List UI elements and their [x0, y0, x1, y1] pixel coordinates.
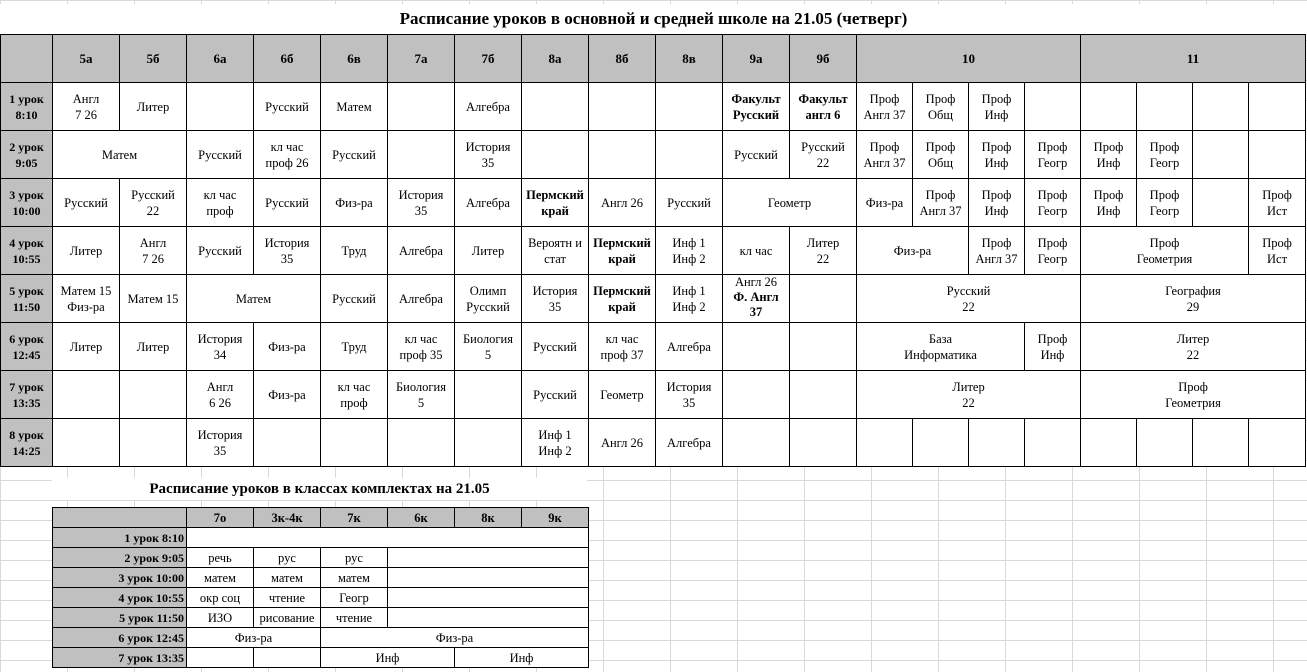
- cell: [187, 648, 254, 668]
- cell: Литер 22: [790, 227, 857, 275]
- cell: Физ-ра: [187, 628, 321, 648]
- cell: Русский 22: [120, 179, 187, 227]
- cell: [790, 275, 857, 323]
- cell: Русский: [656, 179, 723, 227]
- cell: Проф Инф: [1081, 131, 1137, 179]
- cell: [53, 371, 120, 419]
- class-header: 7а: [388, 35, 455, 83]
- class-header: 6в: [321, 35, 388, 83]
- lesson-label: 8 урок 14:25: [1, 419, 53, 467]
- cell: [1193, 131, 1249, 179]
- cell: Физ-ра: [321, 628, 589, 648]
- cell: Русский 22: [790, 131, 857, 179]
- lesson-label: 4 урок 10:55: [1, 227, 53, 275]
- class-header: 7о: [187, 508, 254, 528]
- cell: Англ 7 26: [53, 83, 120, 131]
- cell: Литер 22: [857, 371, 1081, 419]
- lesson-label: 4 урок 10:55: [53, 588, 187, 608]
- page-title: Расписание уроков в основной и средней школе на 21.05 (четверг): [0, 4, 1307, 34]
- cell: Физ-ра: [321, 179, 388, 227]
- lesson-label: 1 урок 8:10: [1, 83, 53, 131]
- cell: Труд: [321, 323, 388, 371]
- cell: Проф Инф: [1081, 179, 1137, 227]
- cell: [455, 371, 522, 419]
- cell: Проф Инф: [1025, 323, 1081, 371]
- cell: Англ 7 26: [120, 227, 187, 275]
- cell: [723, 371, 790, 419]
- cell: Русский: [187, 227, 254, 275]
- cell: Проф Англ 37: [913, 179, 969, 227]
- cell: Проф Англ 37: [857, 83, 913, 131]
- lesson-row: [53, 548, 589, 568]
- class-header: 8а: [522, 35, 589, 83]
- cell: [1137, 83, 1193, 131]
- lesson-label: 7 урок 13:35: [1, 371, 53, 419]
- cell: кл час проф: [187, 179, 254, 227]
- cell: [1249, 419, 1306, 467]
- cell: История 35: [388, 179, 455, 227]
- cell: [790, 323, 857, 371]
- cell: кл час проф 35: [388, 323, 455, 371]
- cell: Проф Инф: [969, 179, 1025, 227]
- cell: рисование: [254, 608, 321, 628]
- cell: чтение: [254, 588, 321, 608]
- cell: [1193, 419, 1249, 467]
- cell: [857, 419, 913, 467]
- cell: [1137, 419, 1193, 467]
- cell: кл час проф 26: [254, 131, 321, 179]
- cell: [388, 131, 455, 179]
- cell: Алгебра: [388, 275, 455, 323]
- lesson-row: [53, 628, 589, 648]
- cell: Инф: [455, 648, 589, 668]
- class-header: 9б: [790, 35, 857, 83]
- class-header: 6а: [187, 35, 254, 83]
- lesson-label: 6 урок 12:45: [1, 323, 53, 371]
- cell: матем: [187, 568, 254, 588]
- cell: [723, 323, 790, 371]
- lesson-label: 5 урок 11:50: [1, 275, 53, 323]
- cell: Пермский край: [589, 227, 656, 275]
- cell: Проф Общ: [913, 131, 969, 179]
- cell: Инф 1 Инф 2: [522, 419, 589, 467]
- cell: История 34: [187, 323, 254, 371]
- class-header: 3к-4к: [254, 508, 321, 528]
- cell: География 29: [1081, 275, 1306, 323]
- cell: [1081, 419, 1137, 467]
- lesson-row: [53, 608, 589, 628]
- cell: Геометр: [723, 179, 857, 227]
- cell: Матем: [187, 275, 321, 323]
- cell: Англ 26: [589, 419, 656, 467]
- cell: Русский: [522, 371, 589, 419]
- lesson-label: 3 урок 10:00: [53, 568, 187, 588]
- cell: Факульт Русский: [723, 83, 790, 131]
- cell: Алгебра: [656, 323, 723, 371]
- cell: Русский: [522, 323, 589, 371]
- cell: Англ 26: [589, 179, 656, 227]
- class-header: 8к: [455, 508, 522, 528]
- cell: Биология 5: [388, 371, 455, 419]
- cell: Физ-ра: [254, 371, 321, 419]
- cell: Пермский край: [589, 275, 656, 323]
- cell: кл час проф 37: [589, 323, 656, 371]
- cell: Проф Инф: [969, 83, 1025, 131]
- cell: История 35: [656, 371, 723, 419]
- cell: [1193, 83, 1249, 131]
- cell: [790, 371, 857, 419]
- cell: Матем: [53, 131, 187, 179]
- cell: Проф Англ 37: [857, 131, 913, 179]
- cell: Русский: [321, 131, 388, 179]
- cell: Физ-ра: [857, 227, 969, 275]
- cell: кл час проф: [321, 371, 388, 419]
- class-header: 6к: [388, 508, 455, 528]
- cell: Вероятн и стат: [522, 227, 589, 275]
- cell: Русский: [254, 83, 321, 131]
- cell: Литер: [455, 227, 522, 275]
- lesson-label: 2 урок 9:05: [1, 131, 53, 179]
- cell: [913, 419, 969, 467]
- cell: [589, 131, 656, 179]
- cell: [187, 528, 589, 548]
- cell: Матем 15: [120, 275, 187, 323]
- class-header: 8в: [656, 35, 723, 83]
- complect-schedule-table: [52, 507, 589, 668]
- cell: [589, 83, 656, 131]
- cell: Матем: [321, 83, 388, 131]
- cell: Литер: [53, 227, 120, 275]
- cell: Проф Геогр: [1025, 131, 1081, 179]
- cell: Англ 6 26: [187, 371, 254, 419]
- cell: [1193, 179, 1249, 227]
- cell: речь: [187, 548, 254, 568]
- cell: Инф: [321, 648, 455, 668]
- cell: История 35: [522, 275, 589, 323]
- cell: [187, 83, 254, 131]
- cell: [522, 131, 589, 179]
- cell: Алгебра: [455, 179, 522, 227]
- cell: Инф 1 Инф 2: [656, 227, 723, 275]
- header-row: [1, 35, 1306, 83]
- cell: [455, 419, 522, 467]
- lesson-row: [53, 528, 589, 548]
- cell: Русский: [254, 179, 321, 227]
- lesson-row: [1, 131, 1306, 179]
- cell: Факульт англ 6: [790, 83, 857, 131]
- cell: [1081, 83, 1137, 131]
- cell: Русский: [723, 131, 790, 179]
- cell: [321, 419, 388, 467]
- cell: Проф Англ 37: [969, 227, 1025, 275]
- cell: Пермский край: [522, 179, 589, 227]
- lesson-row: [1, 83, 1306, 131]
- cell: Физ-ра: [857, 179, 913, 227]
- cell: [120, 371, 187, 419]
- class-header: 7б: [455, 35, 522, 83]
- lesson-row: [1, 179, 1306, 227]
- cell: Проф Геогр: [1137, 131, 1193, 179]
- cell: Геогр: [321, 588, 388, 608]
- cell: Проф Геометрия: [1081, 371, 1306, 419]
- cell: [388, 83, 455, 131]
- cell: Проф Геогр: [1025, 179, 1081, 227]
- header-row: [53, 508, 589, 528]
- main-schedule-table: [0, 34, 1306, 467]
- cell: [388, 548, 589, 568]
- cell: Литер 22: [1081, 323, 1306, 371]
- cell: Англ 26 Ф. Англ 37: [723, 275, 790, 323]
- cell: [254, 648, 321, 668]
- cell: Биология 5: [455, 323, 522, 371]
- cell: [969, 419, 1025, 467]
- cell: [388, 588, 589, 608]
- cell: окр соц: [187, 588, 254, 608]
- cell: Труд: [321, 227, 388, 275]
- class-header: 6б: [254, 35, 321, 83]
- cell: [388, 568, 589, 588]
- lesson-label: 3 урок 10:00: [1, 179, 53, 227]
- cell: Проф Геометрия: [1081, 227, 1249, 275]
- class-header: 9к: [522, 508, 589, 528]
- class-header: 5б: [120, 35, 187, 83]
- class-header: 9а: [723, 35, 790, 83]
- cell: матем: [321, 568, 388, 588]
- lesson-row: [53, 568, 589, 588]
- cell: [656, 131, 723, 179]
- lesson-row: [1, 275, 1306, 323]
- cell: [120, 419, 187, 467]
- corner-cell: [53, 508, 187, 528]
- lesson-label: 1 урок 8:10: [53, 528, 187, 548]
- cell: История 35: [455, 131, 522, 179]
- cell: [1249, 131, 1306, 179]
- cell: [53, 419, 120, 467]
- cell: Инф 1 Инф 2: [656, 275, 723, 323]
- cell: [1025, 419, 1081, 467]
- lesson-row: [1, 227, 1306, 275]
- cell: Русский: [53, 179, 120, 227]
- lesson-row: [1, 323, 1306, 371]
- lesson-row: [1, 419, 1306, 467]
- cell: Русский: [187, 131, 254, 179]
- complect-title: Расписание уроков в классах комплектах на 21.05: [52, 478, 587, 500]
- cell: [723, 419, 790, 467]
- cell: [790, 419, 857, 467]
- cell: рус: [254, 548, 321, 568]
- cell: рус: [321, 548, 388, 568]
- class-header: 8б: [589, 35, 656, 83]
- cell: [522, 83, 589, 131]
- lesson-label: 7 урок 13:35: [53, 648, 187, 668]
- cell: История 35: [187, 419, 254, 467]
- cell: Олимп Русский: [455, 275, 522, 323]
- cell: Проф Инф: [969, 131, 1025, 179]
- corner-cell: [1, 35, 53, 83]
- cell: Алгебра: [455, 83, 522, 131]
- cell: Алгебра: [388, 227, 455, 275]
- cell: Проф Ист: [1249, 179, 1306, 227]
- cell: Русский 22: [857, 275, 1081, 323]
- cell: [656, 83, 723, 131]
- lesson-row: [53, 588, 589, 608]
- cell: Алгебра: [656, 419, 723, 467]
- lesson-row: [1, 371, 1306, 419]
- cell: [254, 419, 321, 467]
- class-header: 5а: [53, 35, 120, 83]
- cell: Русский: [321, 275, 388, 323]
- lesson-row: [53, 648, 589, 668]
- cell: Литер: [120, 83, 187, 131]
- cell: Матем 15 Физ-ра: [53, 275, 120, 323]
- cell: Физ-ра: [254, 323, 321, 371]
- cell: матем: [254, 568, 321, 588]
- cell: Проф Геогр: [1137, 179, 1193, 227]
- cell: История 35: [254, 227, 321, 275]
- cell: Проф Геогр: [1025, 227, 1081, 275]
- cell: ИЗО: [187, 608, 254, 628]
- cell: База Информатика: [857, 323, 1025, 371]
- lesson-label: 2 урок 9:05: [53, 548, 187, 568]
- cell: Литер: [53, 323, 120, 371]
- cell: [388, 608, 589, 628]
- cell: Проф Ист: [1249, 227, 1306, 275]
- cell: Проф Общ: [913, 83, 969, 131]
- cell: [388, 419, 455, 467]
- lesson-label: 5 урок 11:50: [53, 608, 187, 628]
- class-header: 10: [857, 35, 1081, 83]
- class-header: 11: [1081, 35, 1306, 83]
- class-header: 7к: [321, 508, 388, 528]
- cell: Геометр: [589, 371, 656, 419]
- cell: Литер: [120, 323, 187, 371]
- cell: чтение: [321, 608, 388, 628]
- cell: [1025, 83, 1081, 131]
- cell: кл час: [723, 227, 790, 275]
- lesson-label: 6 урок 12:45: [53, 628, 187, 648]
- cell: [1249, 83, 1306, 131]
